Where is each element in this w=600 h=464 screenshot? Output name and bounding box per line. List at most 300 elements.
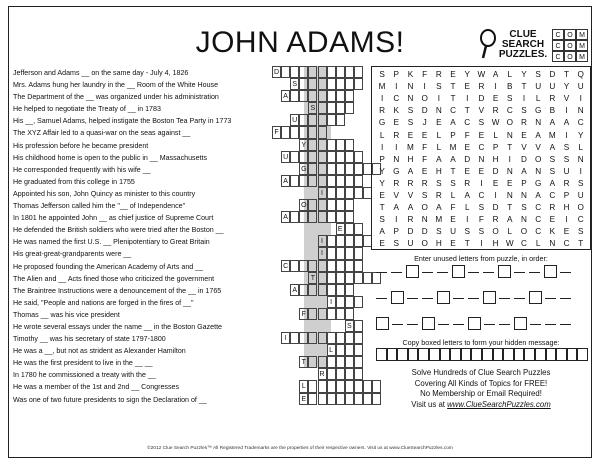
letter-blank[interactable] bbox=[437, 272, 448, 273]
word-search-letter[interactable]: M bbox=[449, 142, 457, 152]
letter-blank[interactable] bbox=[560, 298, 571, 299]
answer-cell[interactable] bbox=[345, 272, 354, 284]
word-search-letter[interactable]: D bbox=[421, 227, 428, 237]
word-search-letter[interactable]: R bbox=[492, 215, 499, 225]
answer-cell[interactable] bbox=[308, 260, 317, 272]
answer-cell[interactable]: A bbox=[281, 175, 290, 187]
answer-cell[interactable] bbox=[336, 114, 345, 126]
word-search-letter[interactable]: N bbox=[407, 94, 414, 104]
word-search-letter[interactable]: E bbox=[492, 94, 499, 104]
word-search-letter[interactable]: U bbox=[450, 227, 456, 237]
word-search-letter[interactable]: E bbox=[450, 215, 456, 225]
word-search-letter[interactable]: V bbox=[563, 94, 570, 104]
answer-cell[interactable] bbox=[308, 90, 317, 102]
letter-blank[interactable] bbox=[468, 272, 479, 273]
word-search-letter[interactable]: F bbox=[422, 154, 428, 164]
word-search-letter[interactable]: E bbox=[478, 130, 485, 140]
hidden-message-box[interactable] bbox=[577, 348, 588, 361]
answer-cell[interactable] bbox=[308, 78, 317, 90]
word-search-letter[interactable]: U bbox=[549, 82, 556, 92]
word-search-letter[interactable]: M bbox=[548, 130, 556, 140]
answer-cell[interactable] bbox=[290, 90, 299, 102]
word-search-letter[interactable]: B bbox=[507, 82, 513, 92]
letter-blank[interactable] bbox=[453, 324, 464, 325]
answer-cell[interactable] bbox=[308, 163, 317, 175]
word-search-letter[interactable]: R bbox=[549, 94, 556, 104]
word-search-letter[interactable]: I bbox=[480, 239, 483, 249]
hidden-message-box[interactable] bbox=[503, 348, 514, 361]
answer-cell[interactable] bbox=[327, 66, 336, 78]
word-search-letter[interactable]: V bbox=[521, 142, 527, 152]
answer-cell[interactable] bbox=[336, 380, 345, 392]
word-search-letter[interactable]: O bbox=[421, 94, 428, 104]
answer-cell[interactable] bbox=[281, 126, 290, 138]
word-search-letter[interactable]: H bbox=[407, 154, 414, 164]
word-search-letter[interactable]: T bbox=[464, 239, 470, 249]
word-search-letter[interactable]: S bbox=[379, 215, 385, 225]
answer-cell[interactable] bbox=[299, 66, 308, 78]
word-search-letter[interactable]: E bbox=[464, 142, 470, 152]
answer-cell[interactable] bbox=[354, 175, 363, 187]
word-search-letter[interactable]: N bbox=[535, 166, 542, 176]
word-search-letter[interactable]: C bbox=[577, 215, 584, 225]
word-search-letter[interactable]: T bbox=[464, 106, 470, 116]
answer-cell[interactable] bbox=[336, 284, 345, 296]
word-search-letter[interactable]: A bbox=[563, 118, 570, 128]
letter-blank[interactable] bbox=[422, 298, 433, 299]
word-search-letter[interactable]: L bbox=[450, 191, 456, 200]
word-search-letter[interactable]: O bbox=[492, 227, 499, 237]
word-search-letter[interactable]: K bbox=[393, 106, 400, 116]
word-search-letter[interactable]: N bbox=[506, 191, 513, 200]
word-search-letter[interactable]: I bbox=[380, 94, 384, 104]
answer-cell[interactable] bbox=[299, 151, 308, 163]
answer-cell[interactable] bbox=[327, 356, 336, 368]
word-search-letter[interactable]: H bbox=[492, 239, 499, 249]
answer-cell[interactable] bbox=[336, 308, 345, 320]
answer-cell[interactable] bbox=[308, 126, 317, 138]
answer-cell[interactable]: O bbox=[299, 199, 308, 211]
answer-cell[interactable] bbox=[299, 332, 308, 344]
answer-cell[interactable] bbox=[336, 163, 345, 175]
word-search-letter[interactable]: E bbox=[492, 178, 499, 188]
answer-cell[interactable] bbox=[299, 78, 308, 90]
word-search-letter[interactable]: B bbox=[549, 106, 556, 116]
boxed-letter-slot[interactable] bbox=[376, 317, 389, 330]
word-search-letter[interactable]: A bbox=[535, 130, 541, 140]
word-search-letter[interactable]: H bbox=[435, 166, 442, 176]
answer-cell[interactable] bbox=[336, 344, 345, 356]
word-search-letter[interactable]: E bbox=[421, 130, 428, 140]
word-search-letter[interactable]: L bbox=[535, 239, 541, 249]
answer-cell[interactable] bbox=[336, 332, 345, 344]
word-search-letter[interactable]: I bbox=[565, 106, 568, 116]
word-search-letter[interactable]: V bbox=[393, 191, 400, 200]
word-search-letter[interactable]: A bbox=[464, 191, 470, 200]
word-search-letter[interactable]: W bbox=[505, 239, 514, 249]
boxed-letter-slot[interactable] bbox=[468, 317, 481, 330]
answer-cell[interactable] bbox=[308, 284, 317, 296]
word-search-letter[interactable]: T bbox=[578, 239, 584, 249]
answer-cell[interactable] bbox=[327, 175, 336, 187]
word-search-letter[interactable]: R bbox=[521, 118, 527, 128]
boxed-letter-slot[interactable] bbox=[406, 265, 419, 278]
word-search-letter[interactable]: P bbox=[393, 70, 400, 79]
hidden-message-box[interactable] bbox=[387, 348, 398, 361]
word-search-letter[interactable]: T bbox=[379, 203, 385, 213]
answer-cell[interactable] bbox=[290, 126, 299, 138]
hidden-message-box[interactable] bbox=[376, 348, 387, 361]
answer-cell[interactable] bbox=[318, 151, 327, 163]
word-search-letter[interactable]: N bbox=[577, 154, 584, 164]
answer-cell[interactable] bbox=[299, 126, 308, 138]
answer-cell[interactable] bbox=[327, 139, 336, 151]
word-search-letter[interactable]: D bbox=[492, 203, 499, 213]
letter-blank[interactable] bbox=[392, 324, 403, 325]
answer-cell[interactable] bbox=[308, 308, 317, 320]
hidden-message-box[interactable] bbox=[535, 348, 546, 361]
answer-cell[interactable] bbox=[327, 332, 336, 344]
answer-cell[interactable] bbox=[308, 332, 317, 344]
answer-cell[interactable] bbox=[318, 284, 327, 296]
hidden-message-box[interactable] bbox=[546, 348, 557, 361]
answer-cell[interactable] bbox=[354, 368, 363, 380]
answer-cell[interactable]: A bbox=[290, 284, 299, 296]
answer-cell[interactable] bbox=[345, 393, 354, 405]
word-search-letter[interactable]: P bbox=[379, 154, 385, 164]
word-search-letter[interactable]: M bbox=[407, 142, 414, 152]
answer-cell[interactable] bbox=[327, 102, 336, 114]
answer-cell[interactable] bbox=[336, 368, 345, 380]
answer-cell[interactable] bbox=[345, 332, 354, 344]
answer-cell[interactable] bbox=[345, 284, 354, 296]
answer-cell[interactable] bbox=[327, 368, 336, 380]
answer-cell[interactable] bbox=[345, 308, 354, 320]
answer-cell[interactable] bbox=[345, 247, 354, 259]
answer-cell[interactable] bbox=[336, 272, 345, 284]
answer-cell[interactable] bbox=[363, 272, 372, 284]
word-search-letter[interactable]: A bbox=[436, 154, 442, 164]
hidden-message-box[interactable] bbox=[471, 348, 482, 361]
word-search-letter[interactable]: E bbox=[464, 166, 470, 176]
answer-cell[interactable] bbox=[327, 187, 336, 199]
word-search-letter[interactable]: E bbox=[464, 82, 470, 92]
answer-cell[interactable]: U bbox=[290, 114, 299, 126]
boxed-letter-slot[interactable] bbox=[544, 265, 557, 278]
hidden-message-box[interactable] bbox=[429, 348, 440, 361]
answer-cell[interactable] bbox=[336, 78, 345, 90]
answer-cell[interactable] bbox=[327, 380, 336, 392]
word-search-letter[interactable]: F bbox=[422, 70, 428, 79]
word-search-letter[interactable]: S bbox=[478, 203, 485, 213]
answer-cell[interactable] bbox=[299, 284, 308, 296]
answer-cell[interactable] bbox=[354, 163, 363, 175]
answer-cell[interactable]: L bbox=[327, 344, 336, 356]
answer-cell[interactable] bbox=[327, 114, 336, 126]
word-search-letter[interactable]: A bbox=[549, 118, 556, 128]
word-search-letter[interactable]: I bbox=[480, 178, 483, 188]
word-search-letter[interactable]: P bbox=[393, 227, 400, 237]
boxed-letter-slot[interactable] bbox=[452, 265, 465, 278]
word-search-letter[interactable]: O bbox=[421, 203, 428, 213]
word-search-letter[interactable]: I bbox=[395, 215, 398, 225]
answer-cell[interactable] bbox=[308, 211, 317, 223]
answer-cell[interactable] bbox=[336, 296, 345, 308]
unused-letters-row-1[interactable] bbox=[376, 264, 588, 280]
letter-blank[interactable] bbox=[376, 298, 387, 299]
answer-cell[interactable] bbox=[290, 211, 299, 223]
word-search-letter[interactable]: C bbox=[549, 191, 556, 200]
word-search-letter[interactable]: D bbox=[549, 70, 556, 79]
word-search-letter[interactable]: L bbox=[464, 203, 470, 213]
answer-cell[interactable] bbox=[308, 380, 317, 392]
answer-cell[interactable] bbox=[318, 90, 327, 102]
word-search-letter[interactable]: U bbox=[535, 82, 542, 92]
answer-cell[interactable]: A bbox=[281, 90, 290, 102]
word-search-letter[interactable]: D bbox=[407, 227, 414, 237]
answer-cell[interactable] bbox=[354, 223, 363, 235]
word-search-letter[interactable]: I bbox=[579, 94, 582, 104]
answer-cell[interactable] bbox=[354, 247, 363, 259]
hidden-message-box[interactable] bbox=[524, 348, 535, 361]
word-search-letter[interactable]: Y bbox=[577, 130, 584, 140]
word-search-letter[interactable]: Y bbox=[563, 82, 570, 92]
answer-cell[interactable] bbox=[299, 175, 308, 187]
letter-blank[interactable] bbox=[453, 298, 464, 299]
answer-cell[interactable] bbox=[336, 187, 345, 199]
answer-cell[interactable] bbox=[290, 66, 299, 78]
word-search-letter[interactable]: F bbox=[422, 142, 428, 152]
answer-cell[interactable] bbox=[336, 260, 345, 272]
word-search-letter[interactable]: H bbox=[492, 154, 499, 164]
answer-cell[interactable] bbox=[354, 320, 363, 332]
answer-cell[interactable] bbox=[336, 199, 345, 211]
answer-cell[interactable] bbox=[318, 102, 327, 114]
word-search-letter[interactable]: S bbox=[577, 178, 584, 188]
answer-cell[interactable] bbox=[308, 175, 317, 187]
answer-cell[interactable]: R bbox=[318, 368, 327, 380]
word-search-letter[interactable]: E bbox=[379, 191, 385, 200]
word-search-letter[interactable]: S bbox=[535, 70, 541, 79]
answer-cell[interactable] bbox=[345, 139, 354, 151]
answer-cell[interactable] bbox=[308, 199, 317, 211]
word-search-letter[interactable]: A bbox=[535, 191, 541, 200]
hidden-message-box[interactable] bbox=[418, 348, 429, 361]
hidden-message-box[interactable] bbox=[450, 348, 461, 361]
word-search-letter[interactable]: A bbox=[549, 142, 556, 152]
word-search-letter[interactable]: I bbox=[380, 142, 384, 152]
word-search-letter[interactable]: S bbox=[577, 227, 584, 237]
boxed-letter-slot[interactable] bbox=[437, 291, 450, 304]
answer-cell[interactable]: Y bbox=[299, 139, 308, 151]
letter-blank[interactable] bbox=[514, 272, 525, 273]
answer-cell[interactable] bbox=[318, 380, 327, 392]
answer-cell[interactable] bbox=[336, 102, 345, 114]
answer-cell[interactable]: C bbox=[281, 260, 290, 272]
word-search-letter[interactable]: P bbox=[450, 130, 456, 140]
hidden-message-box[interactable] bbox=[493, 348, 504, 361]
word-search-letter[interactable]: S bbox=[563, 142, 570, 152]
word-search-letter[interactable]: S bbox=[393, 239, 400, 249]
answer-cell[interactable] bbox=[327, 211, 336, 223]
word-search-letter[interactable]: C bbox=[577, 118, 584, 128]
answer-cell[interactable] bbox=[318, 139, 327, 151]
word-search-letter[interactable]: S bbox=[421, 191, 428, 200]
word-search-letter[interactable]: C bbox=[478, 142, 485, 152]
word-search-letter[interactable]: C bbox=[450, 106, 456, 116]
word-search-letter[interactable]: P bbox=[492, 142, 499, 152]
letter-blank[interactable] bbox=[530, 324, 541, 325]
word-search-letter[interactable]: U bbox=[563, 166, 570, 176]
word-search-letter[interactable]: A bbox=[450, 154, 456, 164]
word-search-letter[interactable]: S bbox=[407, 106, 414, 116]
word-search-letter[interactable]: Q bbox=[577, 70, 584, 79]
letter-blank[interactable] bbox=[499, 324, 510, 325]
word-search-letter[interactable]: S bbox=[436, 227, 442, 237]
answer-cell[interactable] bbox=[318, 308, 327, 320]
word-search-letter[interactable]: N bbox=[521, 191, 527, 200]
answer-cell[interactable] bbox=[308, 114, 317, 126]
word-search-letter[interactable]: C bbox=[535, 227, 542, 237]
answer-cell[interactable] bbox=[290, 260, 299, 272]
answer-cell[interactable] bbox=[336, 151, 345, 163]
answer-cell[interactable] bbox=[345, 296, 354, 308]
answer-cell[interactable] bbox=[318, 332, 327, 344]
answer-cell[interactable] bbox=[345, 90, 354, 102]
word-search-letter[interactable]: S bbox=[478, 227, 485, 237]
answer-cell[interactable]: F bbox=[272, 126, 281, 138]
hidden-message-box[interactable] bbox=[482, 348, 493, 361]
word-search-letter[interactable]: L bbox=[436, 130, 442, 140]
word-search-letter[interactable]: E bbox=[521, 130, 527, 140]
word-search-letter[interactable]: Y bbox=[521, 70, 527, 79]
letter-blank[interactable] bbox=[376, 272, 387, 273]
word-search-letter[interactable]: S bbox=[507, 94, 513, 104]
word-search-letter[interactable]: P bbox=[521, 178, 527, 188]
word-search-letter[interactable]: T bbox=[450, 94, 456, 104]
letter-blank[interactable] bbox=[438, 324, 449, 325]
word-search-letter[interactable]: T bbox=[450, 166, 456, 176]
word-search-letter[interactable]: N bbox=[421, 215, 428, 225]
word-search-letter[interactable]: A bbox=[521, 166, 527, 176]
answer-cell[interactable] bbox=[308, 393, 317, 405]
answer-cell[interactable] bbox=[345, 151, 354, 163]
answer-cell[interactable] bbox=[327, 284, 336, 296]
word-search-letter[interactable]: S bbox=[379, 70, 385, 79]
answer-cell[interactable] bbox=[345, 356, 354, 368]
answer-cell[interactable] bbox=[354, 187, 363, 199]
letter-blank[interactable] bbox=[407, 298, 418, 299]
word-search-letter[interactable]: N bbox=[506, 130, 513, 140]
answer-cell[interactable] bbox=[345, 102, 354, 114]
word-search-letter[interactable]: K bbox=[549, 227, 556, 237]
word-search-letter[interactable]: S bbox=[450, 178, 456, 188]
word-search-letter[interactable]: I bbox=[395, 82, 398, 92]
answer-cell[interactable] bbox=[318, 66, 327, 78]
answer-cell[interactable] bbox=[354, 393, 363, 405]
answer-cell[interactable] bbox=[345, 235, 354, 247]
answer-cell[interactable] bbox=[345, 199, 354, 211]
answer-cell[interactable] bbox=[336, 356, 345, 368]
word-search-letter[interactable]: S bbox=[478, 118, 485, 128]
hidden-message-box[interactable] bbox=[514, 348, 525, 361]
answer-cell[interactable]: I bbox=[318, 247, 327, 259]
word-search-letter[interactable]: I bbox=[466, 215, 469, 225]
answer-cell[interactable] bbox=[308, 66, 317, 78]
word-search-letter[interactable]: V bbox=[535, 142, 541, 152]
word-search-letter[interactable]: N bbox=[577, 106, 584, 116]
boxed-letter-slot[interactable] bbox=[529, 291, 542, 304]
word-search-letter[interactable]: Y bbox=[464, 70, 470, 79]
answer-cell[interactable] bbox=[299, 90, 308, 102]
word-search-letter[interactable]: F bbox=[478, 215, 484, 225]
word-search-letter[interactable]: H bbox=[563, 203, 570, 213]
hidden-message-box[interactable] bbox=[461, 348, 472, 361]
word-search-letter[interactable]: L bbox=[578, 142, 583, 152]
answer-cell[interactable] bbox=[345, 211, 354, 223]
word-search-letter[interactable]: M bbox=[435, 215, 443, 225]
answer-cell[interactable] bbox=[318, 356, 327, 368]
word-search-letter[interactable]: A bbox=[407, 203, 414, 213]
letter-blank[interactable] bbox=[545, 298, 556, 299]
word-search-letter[interactable]: J bbox=[422, 118, 427, 128]
word-search-letter[interactable]: R bbox=[421, 178, 428, 188]
answer-cell[interactable] bbox=[336, 235, 345, 247]
word-search-letter[interactable]: V bbox=[478, 106, 485, 116]
word-search-letter[interactable]: I bbox=[423, 82, 426, 92]
hidden-message-box[interactable] bbox=[556, 348, 567, 361]
answer-cell[interactable] bbox=[327, 247, 336, 259]
word-search-letter[interactable]: L bbox=[379, 130, 385, 140]
answer-cell[interactable] bbox=[327, 78, 336, 90]
word-search-letter[interactable]: S bbox=[549, 154, 556, 164]
answer-cell[interactable]: I bbox=[318, 187, 327, 199]
word-search-letter[interactable]: G bbox=[393, 166, 400, 176]
word-search-letter[interactable]: O bbox=[534, 154, 542, 164]
word-search-letter[interactable]: M bbox=[378, 82, 386, 92]
word-search-letter[interactable]: O bbox=[577, 203, 584, 213]
word-search-letter[interactable]: N bbox=[478, 154, 485, 164]
answer-cell[interactable] bbox=[354, 151, 363, 163]
hidden-message-box[interactable] bbox=[440, 348, 451, 361]
answer-cell[interactable] bbox=[281, 66, 290, 78]
word-search-letter[interactable]: S bbox=[549, 166, 556, 176]
answer-cell[interactable]: E bbox=[299, 393, 308, 405]
word-search-letter[interactable]: S bbox=[521, 203, 527, 213]
answer-cell[interactable] bbox=[336, 90, 345, 102]
answer-cell[interactable]: T bbox=[308, 272, 317, 284]
answer-cell[interactable] bbox=[336, 211, 345, 223]
hidden-message-box[interactable] bbox=[397, 348, 408, 361]
answer-cell[interactable] bbox=[327, 272, 336, 284]
answer-cell[interactable]: U bbox=[281, 151, 290, 163]
answer-cell[interactable] bbox=[318, 126, 327, 138]
hidden-message-boxes[interactable] bbox=[376, 348, 588, 362]
word-search-letter[interactable]: R bbox=[407, 178, 414, 188]
answer-cell[interactable] bbox=[318, 163, 327, 175]
word-search-letter[interactable]: T bbox=[450, 82, 456, 92]
word-search-letter[interactable]: I bbox=[395, 142, 398, 152]
answer-cell[interactable] bbox=[354, 296, 363, 308]
answer-cell[interactable] bbox=[290, 332, 299, 344]
answer-cell[interactable] bbox=[354, 260, 363, 272]
answer-cell[interactable]: L bbox=[299, 380, 308, 392]
word-search-letter[interactable]: I bbox=[522, 94, 526, 104]
word-search-letter[interactable]: S bbox=[407, 118, 414, 128]
answer-cell[interactable] bbox=[354, 272, 363, 284]
letter-blank[interactable] bbox=[560, 272, 571, 273]
answer-cell[interactable] bbox=[327, 393, 336, 405]
